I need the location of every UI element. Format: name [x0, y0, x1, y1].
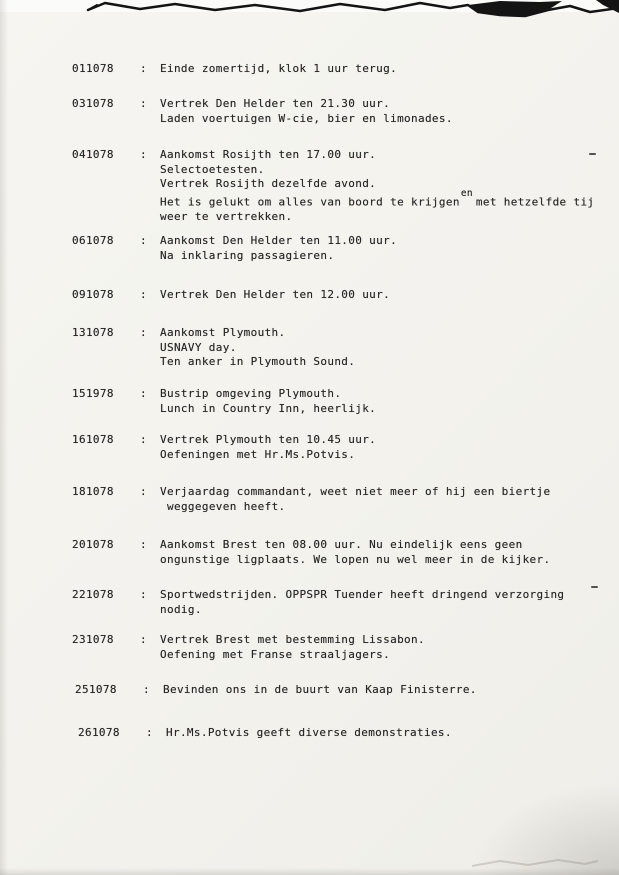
log-entry-151978 — [72, 387, 601, 416]
entry-line: Vertrek Brest met bestemming Lissabon. — [160, 633, 425, 646]
entry-date: 161078 — [72, 433, 114, 446]
entry-line: Selectoetesten. — [160, 162, 265, 176]
entry-line: Aankomst Den Helder ten 11.00 uur. — [160, 234, 398, 247]
entry-text — [163, 683, 601, 698]
entry-text — [166, 726, 601, 741]
entry-separator: : — [140, 148, 147, 161]
log-entry-061078 — [72, 234, 601, 263]
entry-text — [160, 485, 601, 514]
entry-line: USNAVY day. — [160, 340, 237, 354]
entry-line: Bustrip omgeving Plymouth. — [160, 387, 342, 400]
entry-separator: : — [140, 62, 147, 75]
entry-line: Aankomst Plymouth. — [160, 326, 286, 339]
log-entry-231078 — [72, 633, 601, 662]
entry-text — [160, 326, 601, 370]
entry-text — [160, 97, 601, 126]
entry-line: ongunstige ligplaats. We lopen nu wel meer in de kijker. — [160, 552, 551, 566]
entry-line: Vertrek Den Helder ten 21.30 uur. — [160, 97, 391, 110]
entry-line-part: met hetzelfde tij — [475, 195, 595, 209]
entry-date: 031078 — [72, 97, 114, 110]
entry-line-part: Het is gelukt om alles van boord te krijgen — [160, 195, 460, 209]
scan-mark — [591, 586, 598, 588]
entry-date: 041078 — [72, 148, 114, 161]
entry-date: 151978 — [72, 387, 114, 400]
entry-line: Oefening met Franse straaljagers. — [160, 647, 391, 661]
entry-line: Vertrek Rosijth dezelfde avond. — [160, 177, 377, 190]
torn-edge — [0, 0, 619, 34]
entry-separator: : — [140, 387, 147, 400]
entry-separator: : — [140, 433, 147, 446]
entry-date: 261078 — [78, 726, 120, 739]
left-scan-shadow — [0, 0, 10, 875]
entry-line: Verjaardag commandant, weet niet meer of hij een biertje — [160, 485, 551, 498]
entry-separator: : — [143, 683, 150, 696]
log-entry-201078 — [72, 538, 601, 567]
entry-date: 201078 — [72, 538, 114, 551]
entry-separator: : — [140, 588, 147, 601]
log-entry-251078 — [75, 683, 601, 698]
entry-separator: : — [140, 485, 147, 498]
entry-separator: : — [140, 234, 147, 247]
entry-text — [160, 234, 601, 263]
log-entry-131078 — [72, 326, 601, 370]
entry-line: weggegeven heeft. — [167, 499, 286, 513]
entry-text — [160, 433, 601, 462]
log-entry-031078 — [72, 97, 601, 126]
log-entry-181078 — [72, 485, 601, 514]
entry-date: 011078 — [72, 62, 114, 75]
entry-date: 091078 — [72, 288, 114, 301]
entry-date: 221078 — [72, 588, 114, 601]
entry-line: Oefeningen met Hr.Ms.Potvis. — [160, 447, 356, 461]
entry-separator: : — [140, 97, 147, 110]
entry-line: Ten anker in Plymouth Sound. — [160, 355, 356, 368]
entry-line: Bevinden ons in de buurt van Kaap Finisterre. — [163, 683, 477, 696]
entry-text — [160, 588, 601, 617]
entry-separator: : — [140, 288, 147, 301]
log-entry-041078 — [72, 148, 601, 224]
entry-line: nodig. — [160, 602, 202, 616]
entry-line: Laden voertuigen W-cie, bier en limonades. — [160, 111, 453, 125]
entry-separator: : — [140, 326, 147, 339]
entry-line: Hr.Ms.Potvis geeft diverse demonstraties. — [166, 726, 452, 739]
entry-text — [160, 633, 601, 662]
entry-date: 131078 — [72, 326, 114, 339]
entry-line: weer te vertrekken. — [160, 209, 293, 223]
log-entry-011078 — [72, 62, 601, 77]
entry-text — [160, 62, 601, 77]
entry-date: 061078 — [72, 234, 114, 247]
entry-line: Vertrek Plymouth ten 10.45 uur. — [160, 433, 377, 446]
superscript-insertion: en — [460, 187, 473, 199]
entry-line: Aankomst Brest ten 08.00 uur. Nu eindelijk eens geen — [160, 538, 523, 551]
entry-separator: : — [146, 726, 153, 739]
entry-line: Aankomst Rosijth ten 17.00 uur. — [160, 148, 377, 161]
entry-date: 231078 — [72, 633, 114, 646]
corner-smudge — [459, 775, 619, 875]
entry-text — [160, 148, 601, 224]
entry-separator: : — [140, 633, 147, 646]
entry-line — [160, 187, 601, 210]
entry-date: 251078 — [75, 683, 117, 696]
entry-text — [160, 288, 601, 303]
entry-separator: : — [140, 538, 147, 551]
entry-text — [160, 538, 601, 567]
log-entry-261078 — [78, 726, 601, 741]
log-entry-221078 — [72, 588, 601, 617]
scan-mark — [589, 153, 596, 155]
entry-date: 181078 — [72, 485, 114, 498]
log-entry-091078 — [72, 288, 601, 303]
entry-text — [160, 387, 601, 416]
entry-line: Einde zomertijd, klok 1 uur terug. — [160, 62, 398, 75]
entry-line: Na inklaring passagieren. — [160, 248, 335, 262]
entry-line: Lunch in Country Inn, heerlijk. — [160, 401, 377, 415]
entry-line: Vertrek Den Helder ten 12.00 uur. — [160, 288, 391, 301]
entry-line: Sportwedstrijden. OPPSPR Tuender heeft dringend verzorging — [160, 588, 565, 601]
log-entry-161078 — [72, 433, 601, 462]
